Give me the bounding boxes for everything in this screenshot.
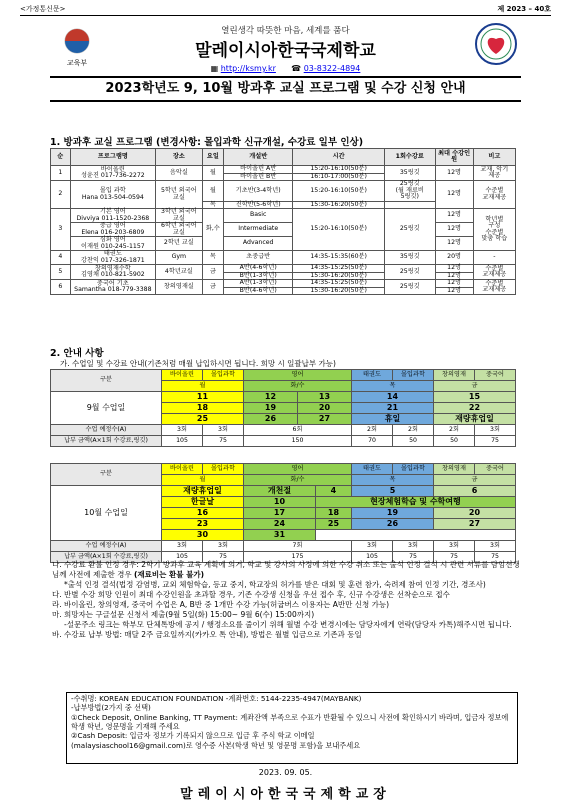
table-row: 월 화/수 목 금: [51, 381, 516, 392]
issue-number: 제 2023 – 40호: [497, 5, 551, 13]
svg-text:교육부: 교육부: [66, 59, 88, 67]
phone-icon: ☎: [291, 64, 302, 73]
principal-signature: 말레이시아한국국제학교장: [180, 787, 391, 802]
top-rule: [20, 15, 551, 16]
table-row: 심화 영어 이재원 010-245-1157 2학년 교실 Advanced 12명: [51, 237, 516, 251]
september-schedule: [50, 369, 516, 447]
october-schedule: [50, 463, 516, 563]
notes: [52, 560, 522, 640]
bank-info-box: -수취명: KOREAN EDUCATION FOUNDATION -계좌번호: 5144-2235-4947(MAYBANK) -납부방법(2가지 중 선택) ①Check Deposit, Online Banking, TT Payment: 계좌잔액 부족으로 수표가 반환될 수 있으니 사전에 확인하시기 바라며, 입금자 정보에 학생 학년, 영문명을 기재해 주세요 ②Cash Deposit: 입금자 정보가 기록되지 않으므로 입금 후 주식 학교 이메일 (malaysiaschool16@gmail.com)로 영수증 사본(학생 학년 및 영문명 포함)을 보내주세요: [66, 692, 518, 764]
table-row: 3 기본 영어 Divviya 011-1520-2368 3학년 외국어 교실 화,수 Basic 15:20-16:10(50분) 25링깃 12명 학년별 구성 수준별 맞춤 학습: [51, 209, 516, 223]
page-title: 2023학년도 9, 10월 방과후 교실 프로그램 및 수강 신청 안내: [50, 76, 521, 102]
section2-heading: 2. 안내 사항: [50, 348, 104, 359]
website-link[interactable]: http://ksmy.kr: [220, 64, 276, 73]
school-motto: 열린생각 따뜻한 마음, 세계를 품다: [221, 26, 350, 36]
table-row: 목 진학반(5-6학년) 15:30-16:20(50분): [51, 201, 516, 209]
section2-sub: 가. 수업일 및 수강료 안내(기존처럼 매월 납입하시면 됩니다. 희망 시 일괄납부 가능): [60, 359, 336, 368]
table-row: 6 중국어 기초 Samantha 018-779-3388 창의영재실 금 A반(1-3학년) 14:35-15:25(50분) 25링깃 12명 수준별 교재제공: [51, 280, 516, 288]
section1-heading: 1. 방과후 교실 프로그램 (변경사항: 몰입과학 신규개설, 수강료 일부 인상): [50, 137, 364, 148]
table-row: 1 바이올린 성윤진 017-736-2272 음악실 월 바이올린 A반 15:20-16:10(50분) 35링깃 12명 교재, 악기 제공: [51, 166, 516, 174]
note-ma: 마. 희망자는 구글설문 신청서 제출(9월 5일(화) 15:00~ 9월 6(수) 15:00까지): [52, 609, 315, 619]
contact-line: [0, 64, 571, 73]
school-name: 말레이시아한국국제학교: [195, 41, 376, 61]
note-ma-detail: -설문주소 링크는 학부모 단체톡방에 공지 / 행정소요를 줄이기 위해 월별 수강 변경시에는 담당자에게 연락(담당자 카톡)해주시면 됩니다.: [64, 619, 512, 629]
note-na-detail: *출석 인정 결석(법정 감염병, 교외 체험학습, 등교 중지, 학교장의 허가를 받은 대회 및 훈련 참가, 숙려제 참여 인정 기간, 경조사): [64, 579, 486, 589]
table-row: 23 24 25 26 27: [51, 519, 516, 530]
table-header: 순 프로그램명 장소 요일 개설반 시간 1회수강료 최대 수강인원 비고: [51, 149, 516, 166]
table-row: 한글날 10 현장체험학습 및 수학여행: [51, 497, 516, 508]
program-table: [50, 148, 516, 295]
phone-number: 03-8322-4894: [303, 64, 361, 73]
table-row: B반(1-3학년) 15:30-16:20(50분) 12명: [51, 272, 516, 280]
table-row: 수업 예정수(A) 3회 3회 7회 3회 3회 3회 3회: [51, 541, 516, 552]
note-da: 다. 반별 수강 희망 인원이 최대 수강인원을 초과할 경우, 기존 수강생 신청을 우선 접수 후, 신규 수강생은 선착순으로 접수: [52, 589, 450, 599]
table-row: 4 태권도 강찬익 017-326-1871 Gym 목 초중급반 14:35-15:35(60분) 35링깃 20명 -: [51, 251, 516, 265]
table-row: 중급 영어 Elena 016-203-6809 6학년 외국어 교실 Intermediate 12명: [51, 223, 516, 237]
table-row: B반(4-6학년) 15:30-16:20(50분) 12명: [51, 287, 516, 295]
table-row: 25 26 27 휴일 재량휴업일: [51, 414, 516, 425]
table-row: 9월 수업일 11 12 13 14 15: [51, 392, 516, 403]
newsletter-label: <가정통신문>: [20, 5, 66, 13]
note-na: 나. 수강료 환불 인정 경우: 2학기 방과후 교육 계획에 의거, 학교 및 강사의 사정에 의한 수강 취소 또는 출석 인정 결석 시 관련 서류를 담임선생님께 사전에 제출한 경우 (재료비는 환불 불가): [52, 560, 520, 579]
table-row: 바이올린 B반 16:10-17:00(50분): [51, 173, 516, 181]
table-row: 16 17 18 19 20: [51, 508, 516, 519]
table-row: 2 몰입 과학 Hana 013-504-0594 5학년 외국어 교실 월 기초반(3-4학년) 15:20-16:10(50분) 25링깃 (월 재료비 5링깃) 12명 수준별 교재제공: [51, 181, 516, 202]
table-row: 납부 금액(A×1회 수강료,링깃) 105 75 150 70 50 50 75: [51, 436, 516, 447]
table-row: 수업 예정수(A) 3회 3회 6회 2회 2회 2회 3회: [51, 425, 516, 436]
note-ba: 바. 수강료 납부 방법: 매달 2주 금요일까지(카카오 톡 안내), 방법은 월별 입금으로 기존과 동일: [52, 629, 362, 639]
note-ra: 라. 바이올린, 창의영재, 중국어 수업은 A, B반 중 1개만 수강 가능(허굽버스 이용자는 A반만 신청 가능): [52, 599, 390, 609]
table-row: 5 창의영재수학 김영채 010-821-5902 4학년교실 금 A반(4-6학년) 14:35-15:25(50분) 25링깃 12명 수준별 교재제공: [51, 265, 516, 273]
table-row: 구분 바이올린 몰입과학 영어 태권도 몰입과학 창의영재 중국어: [51, 370, 516, 381]
table-row: 구분 바이올린 몰입과학 영어 태권도 몰입과학 창의영재 중국어: [51, 464, 516, 475]
table-row: 18 19 20 21 22: [51, 403, 516, 414]
table-row: 납부 금액(A×1회 수강료,링깃) 105 75 175 105 75 75 75: [51, 552, 516, 563]
document-date: 2023. 09. 05.: [258, 768, 313, 777]
home-icon: ▦: [210, 64, 219, 73]
table-row: 월 화/수 목 금: [51, 475, 516, 486]
table-row: 30 31: [51, 530, 516, 541]
table-row: 10월 수업일 재량휴업일 개천절 4 5 6: [51, 486, 516, 497]
